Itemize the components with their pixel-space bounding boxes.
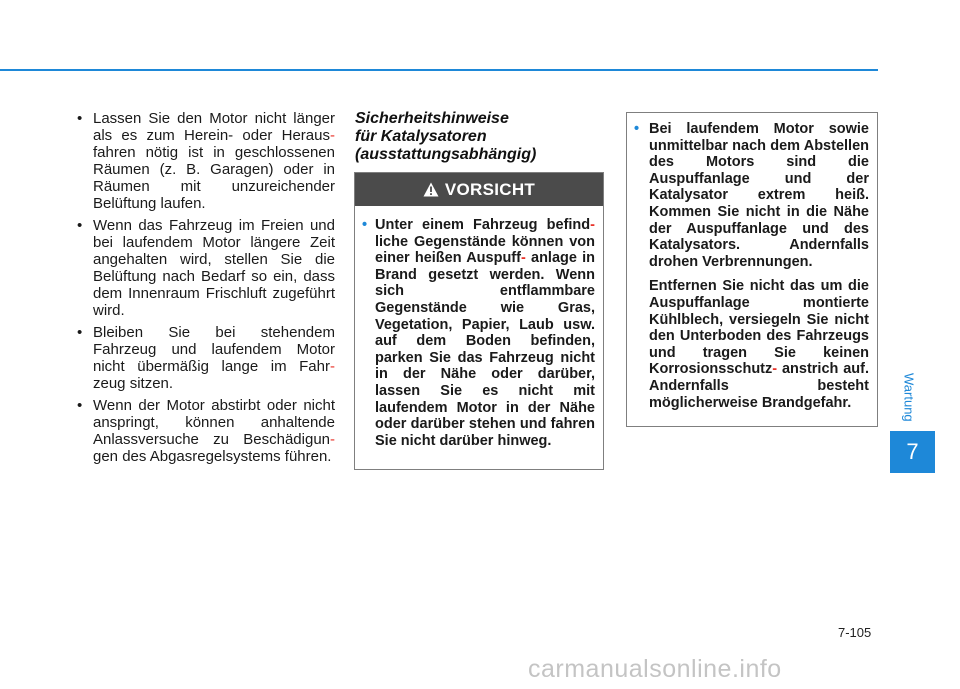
- caution-text: • Unter einem Fahrzeug befind- liche Gegenstände können von einer heißen Auspuff- anlage in Brand gesetzt werden. Wenn sich entflammbare Gegenstände wie Gras, Vegetation, Papier, Laub usw. auf dem Boden befinden, parken Sie das Fahrzeug nicht in der Nähe oder darüber, lassen Sie es nicht mit laufendem Motor in der Nähe oder darüber stehen und fahren Sie nicht darüber hinweg.: [362, 217, 595, 449]
- bullet-dot: •: [362, 217, 368, 233]
- chapter-tab: 7: [890, 431, 935, 473]
- chapter-side-label: Wartung: [901, 372, 917, 422]
- warning-triangle-icon: [423, 182, 439, 197]
- list-item: • Lassen Sie den Motor nicht länger als es zum Herein- oder Heraus- fahren nötig ist in geschlossenen Räumen (z. B. Garagen) oder in Räumen mit unzureichender Belüftung laufen.: [75, 110, 335, 212]
- warning-paragraph-2: Entfernen Sie nicht das um die Auspuffanlage montierte Kühlblech, versiegeln Sie nicht den Unterboden des Fahrzeugs und tragen Sie keinen Korrosionsschutz- anstrich auf. Andernfalls besteht möglicherweise Brandgefahr.: [649, 278, 870, 411]
- bullet-dot: •: [634, 121, 640, 137]
- list-item: • Wenn das Fahrzeug im Freien und bei laufendem Motor längere Zeit angehalten wird, stellen Sie die Belüftung nach Bedarf so ein, dass dem Innenraum Frischluft zugeführt wird.: [75, 217, 335, 319]
- header-rule: [0, 69, 878, 71]
- page-number: 7-105: [838, 625, 872, 640]
- caution-box: [354, 172, 604, 470]
- left-column: [75, 110, 335, 470]
- warning-box: [626, 112, 878, 427]
- section-title: Sicherheitshinweise für Katalysatoren (ausstattungsabhängig): [355, 110, 537, 163]
- list-item: • Wenn der Motor abstirbt oder nicht anspringt, können anhaltende Anlassversuche zu Beschädigun- gen des Abgasregelsystems führen.: [75, 397, 335, 465]
- watermark: carmanualsonline.info: [528, 655, 782, 683]
- warning-text: • Bei laufendem Motor sowie unmittelbar nach dem Abstellen des Motors sind die Auspuffanlage und der Katalysator extrem heiß. Kommen Sie nicht in die Nähe der Auspuffanlage und des Katalysators. Andernfalls drohen Verbrennungen. Entfernen Sie nicht das um die Auspuffanlage montierte Kühlblech, versiegeln Sie nicht den Unterboden des Fahrzeugs und tragen Sie keinen Korrosionsschutz- anstrich auf. Andernfalls besteht möglicherweise Brandgefahr.: [634, 121, 870, 411]
- list-item: • Bleiben Sie bei stehendem Fahrzeug und laufendem Motor nicht übermäßig lange im Fahr- zeug sitzen.: [75, 324, 335, 392]
- bullet-list: [75, 110, 335, 465]
- caution-header: VORSICHT: [355, 173, 603, 206]
